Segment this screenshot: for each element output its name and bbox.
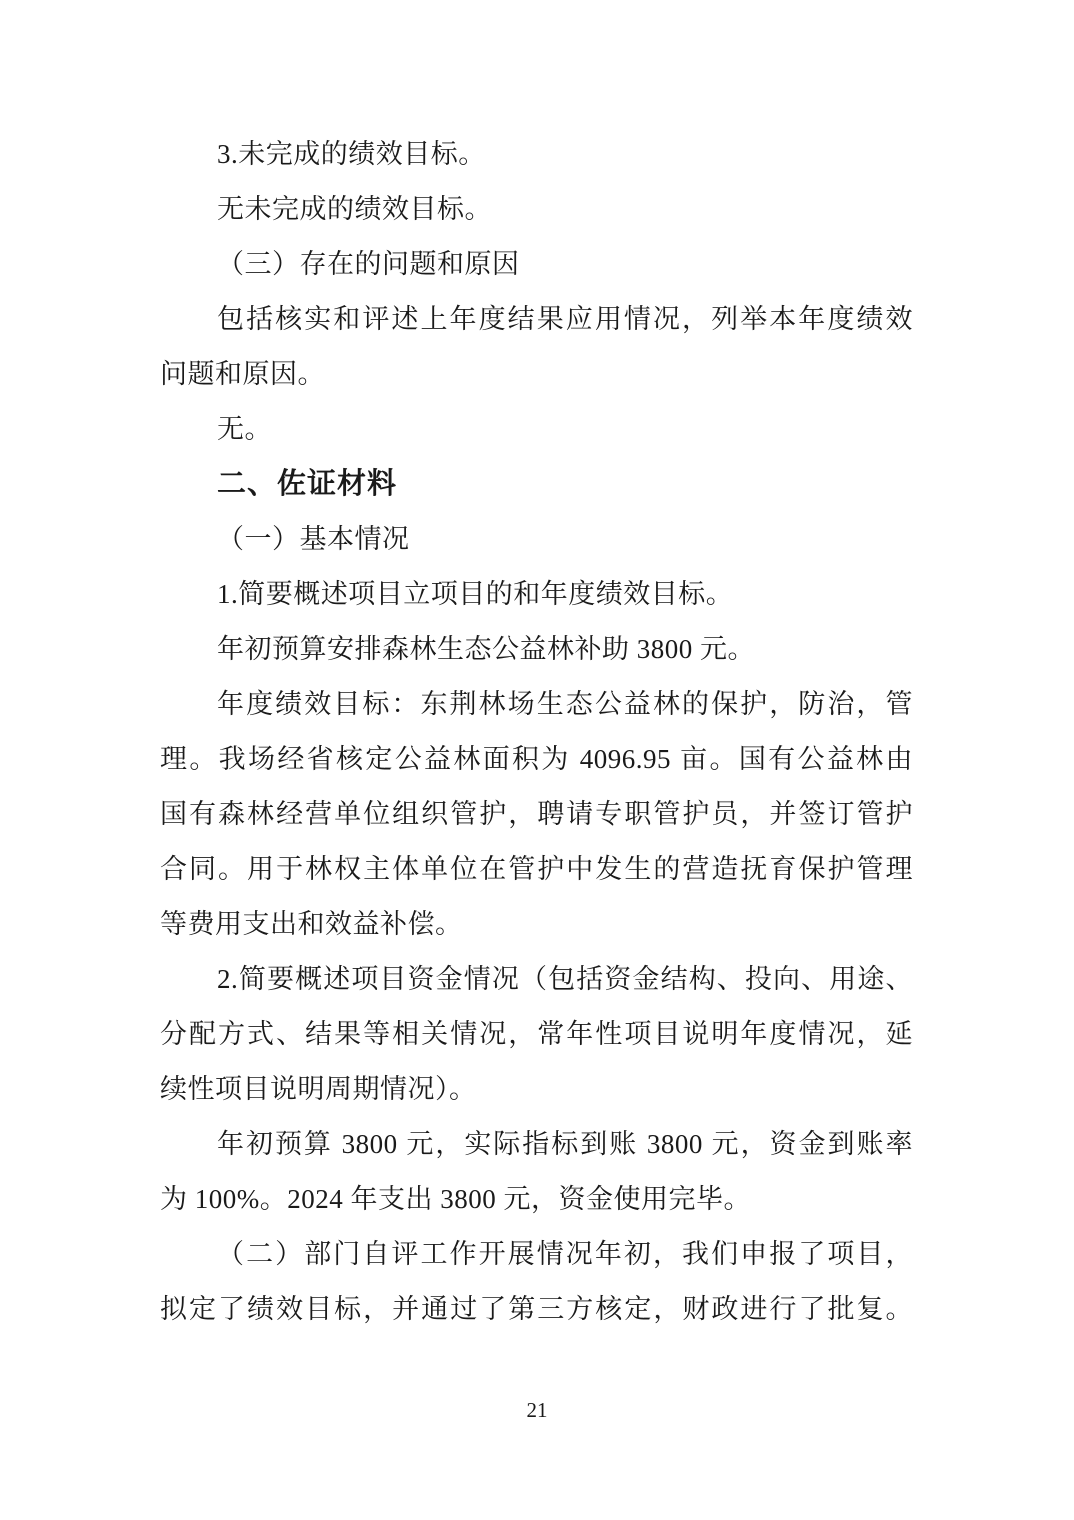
text-line: 拟定了绩效目标，并通过了第三方核定，财政进行了批复。 xyxy=(160,1294,913,1324)
page-footer xyxy=(0,1398,1074,1423)
page-number: 21 xyxy=(526,1398,548,1422)
text-line: 分配方式、结果等相关情况，常年性项目说明年度情况，延 xyxy=(160,1019,913,1049)
text-line: 理。我场经省核定公益林面积为 4096.95 亩。国有公益林由 xyxy=(160,744,913,774)
text-line: 年初预算 3800 元，实际指标到账 3800 元，资金到账率 xyxy=(217,1129,913,1159)
text-line: （三）存在的问题和原因 xyxy=(217,249,520,279)
text-line: （一）基本情况 xyxy=(217,524,410,554)
text-line: 3.未完成的绩效目标。 xyxy=(217,139,486,169)
text-line: （二）部门自评工作开展情况年初，我们申报了项目， xyxy=(217,1239,913,1269)
text-line: 2.简要概述项目资金情况（包括资金结构、投向、用途、 xyxy=(217,964,913,994)
text-line: 问题和原因。 xyxy=(160,359,325,389)
text-line: 等费用支出和效益补偿。 xyxy=(160,909,463,939)
text-line: 为 100%。2024 年支出 3800 元，资金使用完毕。 xyxy=(160,1184,751,1214)
text-line: 年度绩效目标：东荆林场生态公益林的保护，防治，管 xyxy=(217,689,913,719)
text-line: 1.简要概述项目立项目的和年度绩效目标。 xyxy=(217,579,734,609)
text-line: 国有森林经营单位组织管护，聘请专职管护员，并签订管护 xyxy=(160,799,913,829)
text-line: 包括核实和评述上年度结果应用情况，列举本年度绩效 xyxy=(217,304,913,334)
text-line: 无。 xyxy=(217,414,272,444)
text-line: 年初预算安排森林生态公益林补助 3800 元。 xyxy=(217,634,755,664)
text-line: 续性项目说明周期情况）。 xyxy=(160,1074,477,1104)
text-line: 合同。用于林权主体单位在管护中发生的营造抚育保护管理 xyxy=(160,854,913,884)
document-body xyxy=(160,127,913,1337)
text-line: 无未完成的绩效目标。 xyxy=(217,194,492,224)
section-heading-line: 二、佐证材料 xyxy=(217,468,398,500)
